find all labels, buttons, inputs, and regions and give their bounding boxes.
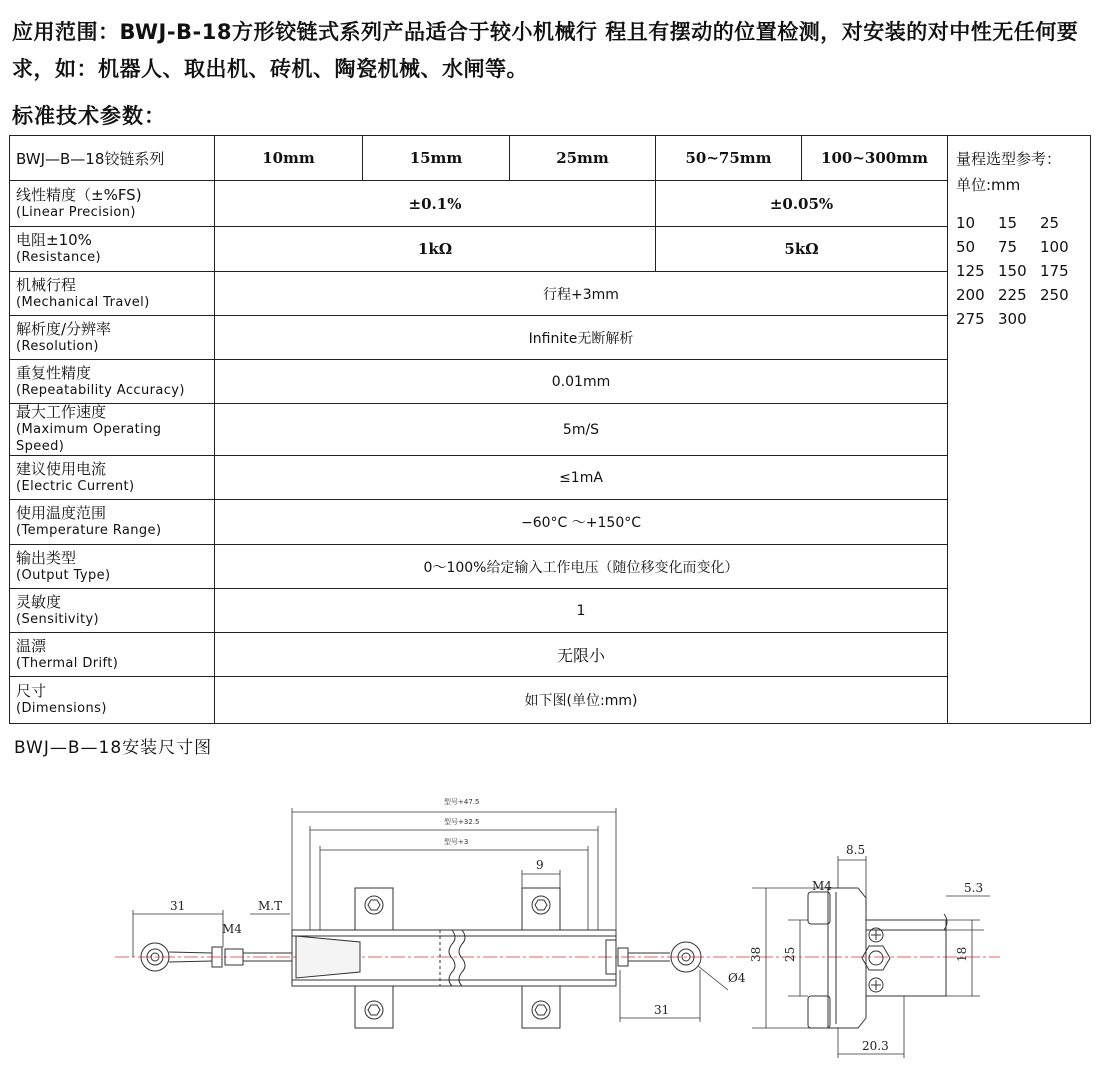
spec-label-en: (Electric Current) [16,478,135,494]
spec-label-zh: 线性精度（±%FS) [16,185,142,204]
spec-value: −60°C ～+150°C [215,500,948,545]
spec-row [10,500,1091,545]
range-values-grid [956,212,1090,330]
range-value: 225 [998,286,1027,304]
spec-row [10,181,1091,227]
dim-31-left-label: 31 [170,899,186,913]
dim-body-label: 型号+32.5 [444,818,480,826]
spec-label [10,404,215,456]
spec-row [10,360,1091,404]
spec-row [10,633,1091,677]
spec-label-zh: 重复性精度 [16,363,92,382]
spec-label [10,589,215,633]
spec-value: ±0.05% [656,181,948,227]
range-value: 250 [1040,286,1069,304]
dim-m4-left-label: M4 [222,922,242,936]
spec-row [10,545,1091,589]
spec-value: Infinite无断解析 [215,316,948,360]
spec-value: 1kΩ [215,227,656,272]
spec-row [10,404,1091,456]
sensor-body [292,930,628,986]
range-value: 200 [956,286,985,304]
spec-label-en: (Temperature Range) [16,523,162,538]
spec-table [9,135,1091,724]
series-label: BWJ—B—18铰链系列 [10,136,215,181]
spec-value: ≤1mA [215,456,948,500]
dim-8-5-label: 8.5 [846,843,866,857]
range-header: 25mm [510,136,656,181]
dim-stroke-label: 型号+3 [444,838,469,846]
spec-value: ±0.1% [215,181,656,227]
range-value: 75 [998,238,1018,256]
dim-5-3-label: 5.3 [964,881,984,895]
spec-value: 无限小 [215,633,948,677]
range-header: 50~75mm [656,136,802,181]
dim-25-label: 25 [783,946,797,962]
spec-label-zh: 尺寸 [16,682,47,700]
spec-label-en: (Repeatability Accuracy) [16,382,185,398]
spec-label-zh: 解析度/分辨率 [16,319,112,338]
spec-value: 行程+3mm [215,272,948,316]
spec-label [10,360,215,404]
dim-m4-right-label: M4 [812,879,832,893]
range-reference-unit: 单位:mm [956,176,1021,194]
spec-label-zh: 灵敏度 [16,592,62,611]
dim-9-label: 9 [536,858,544,872]
range-header: 100~300mm [802,136,948,181]
spec-label-zh: 温漂 [16,636,47,655]
range-value: 275 [956,310,985,328]
spec-value: 5kΩ [656,227,948,272]
spec-label [10,316,215,360]
spec-row [10,272,1091,316]
spec-value: 5m/S [215,404,948,456]
spec-row [10,677,1091,724]
spec-label [10,456,215,500]
spec-label-en: (Output Type) [16,567,111,583]
spec-label [10,227,215,272]
range-value: 150 [998,262,1027,280]
dim-20-3-label: 20.3 [862,1039,889,1053]
range-reference-panel [948,136,1091,724]
range-value: 25 [1040,214,1060,232]
spec-label-zh: 输出类型 [16,548,77,567]
range-value: 125 [956,262,985,280]
spec-label-en: (Sensitivity) [16,611,100,627]
side-view [808,888,947,1028]
range-header: 15mm [363,136,510,181]
spec-label-zh: 使用温度范围 [16,504,107,522]
spec-label-zh: 建议使用电流 [16,459,107,478]
spec-label-zh: 最大工作速度 [16,403,107,421]
spec-label-en: (Mechanical Travel) [16,294,150,310]
range-value: 10 [956,214,976,232]
spec-label [10,181,215,227]
spec-label-en: (Dimensions) [16,701,107,716]
spec-value: 如下图(单位:mm) [215,677,948,724]
spec-label [10,633,215,677]
spec-row [10,589,1091,633]
range-value: 300 [998,310,1027,328]
range-value: 15 [998,214,1018,232]
dim-dia4-label: Ø4 [728,971,746,985]
dim-31-right-label: 31 [654,1003,670,1017]
range-value: 50 [956,238,976,256]
dim-mt-label: M.T [258,899,283,913]
spec-value: 0～100%给定输入工作电压（随位移变化而变化） [215,545,948,589]
dim-18-label: 18 [955,946,969,962]
spec-header-row [10,136,1091,181]
spec-row [10,316,1091,360]
installation-drawing [0,770,1100,1083]
dimension-lines [133,808,728,1022]
dim-38-label: 38 [749,946,763,962]
spec-label-zh: 电阻±10% [16,231,92,249]
spec-label-en: (Maximum Operating Speed) [16,422,162,454]
spec-label [10,272,215,316]
spec-label [10,545,215,589]
spec-label [10,677,215,724]
spec-label-en: (Linear Precision) [16,204,136,220]
spec-value: 1 [215,589,948,633]
range-header: 10mm [215,136,363,181]
application-scope-text: 应用范围：BWJ-B-18方形铰链式系列产品适合于较小机械行 程且有摆动的位置检测，对安装的对中性无任何要求，如：机器人、取出机、砖机、陶瓷机械、水闸等。 [12,20,1079,81]
range-value: 175 [1040,262,1069,280]
spec-value: 0.01mm [215,360,948,404]
spec-label [10,500,215,545]
spec-row [10,227,1091,272]
spec-label-zh: 机械行程 [16,275,77,294]
mounting-brackets [355,888,560,1028]
spec-row [10,456,1091,500]
spec-label-en: (Resolution) [16,338,99,354]
range-value: 100 [1040,238,1069,256]
drawing-title: BWJ—B—18安装尺寸图 [14,738,213,758]
spec-label-en: (Thermal Drift) [16,655,119,671]
spec-label-en: (Resistance) [16,250,101,265]
range-reference-title: 量程选型参考： [956,150,1062,168]
dim-overall-label: 型号+47.5 [444,798,480,806]
spec-section-title: 标准技术参数： [12,104,166,128]
